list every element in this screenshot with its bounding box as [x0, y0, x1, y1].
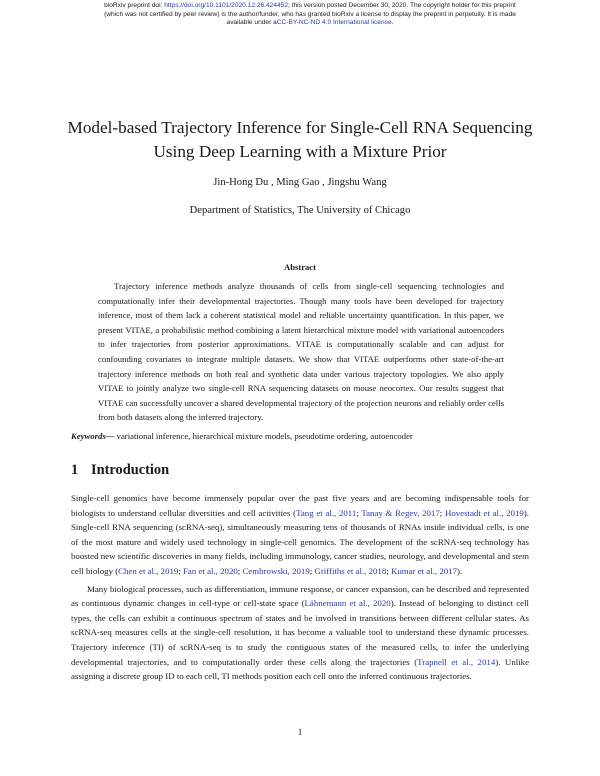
citation-link[interactable]: Lähnemann et al., 2020 — [304, 598, 391, 609]
citation-link[interactable]: Tang et al., 2011 — [296, 507, 357, 518]
citation-link[interactable]: Trapnell et al., 2014 — [417, 656, 496, 667]
paragraph-1: Single-cell genomics have become immensely popular over the past five years and are becoming indispensable tools for biologists to understand cellular diversities and cell activities (Tang et al., 2011; Tanay & Regev, 2017; Hovestadt et al., 2019). Single-cell RNA sequencing (scRNA-seq), simultaneously measuring tens of thousands of RNAs inside individual cells, is one of the most mature and widely used technology in single-cell genomics. The development of the scRNA-seq technology has boosted new scientific discoveries in many fields, including immunology, cancer studies, neurology, and developmental and stem cell biology (Chen et al., 2019; Fan et al., 2020; Cembrowski, 2019; Griffiths et al., 2018; Kumar et al., 2017). — [71, 493, 529, 576]
keywords — [71, 431, 541, 441]
page-number: 1 — [297, 727, 303, 737]
citation-link[interactable]: Fan et al., 2020 — [183, 565, 238, 576]
header-line-3: available under aCC-BY-NC-ND 4.0 International license. — [226, 19, 394, 27]
license-link[interactable]: CC-BY-NC-ND 4.0 International license — [276, 19, 392, 27]
keywords-label: Keywords— — [71, 431, 115, 441]
section-number: 1 — [71, 462, 79, 478]
citation-link[interactable]: Griffiths et al., 2018 — [314, 565, 387, 576]
paper-title — [40, 116, 560, 164]
preprint-header — [100, 2, 520, 28]
citation-link[interactable]: Tanay & Regev, 2017 — [361, 507, 440, 518]
section-heading — [71, 462, 169, 479]
header-line-2: (which was not certified by peer review) is the author/funder, who has granted bioRxiv a license to display the preprint in perpetuity. It is made — [104, 10, 516, 18]
citation-link[interactable]: Kumar et al., 2017 — [390, 565, 458, 576]
citation-link[interactable]: Cembrowski, 2019 — [242, 565, 310, 576]
citation-link[interactable]: Chen et al., 2019 — [118, 565, 179, 576]
keywords-text: variational inference, hierarchical mixture models, pseudotime ordering, autoencoder — [114, 431, 413, 441]
abstract-text: Trajectory inference methods analyze thousands of cells from single-cell sequencing technologies and computationally infer their developmental trajectories. Though many tools have been developed for trajectory inference, most of them lack a coherent statistical model and reliable uncertainty quantification. In this paper, we present VITAE, a probabilistic method combining a latent hierarchical mixture model with variational autoencoders to infer trajectories from posterior approximations. VITAE is computationally scalable and can adjust for confounding covariates to integrate multiple datasets. We show that VITAE outperforms other state-of-the-art trajectory inference methods on both real and synthetic data under various trajectory topologies. We also apply VITAE to jointly analyze two single-cell RNA sequencing datasets on mouse neocortex. Our results suggest that VITAE can successfully uncover a shared developmental trajectory of the projection neurons and reliably order cells from both datasets along the inferred trajectory. — [98, 281, 504, 423]
title-line-2: Using Deep Learning with a Mixture Prior — [153, 142, 447, 161]
title-line-1: Model-based Trajectory Inference for Single-Cell RNA Sequencing — [67, 118, 533, 137]
header-line-1: bioRxiv preprint doi: https://doi.org/10.1101/2020.12.26.424452; this version posted December 30, 2020. The copyright holder for this preprint — [104, 2, 516, 9]
doi-link[interactable]: https://doi.org/10.1101/2020.12.26.424452 — [164, 2, 289, 9]
affiliation: Department of Statistics, The University of Chicago — [189, 205, 411, 216]
abstract — [98, 279, 504, 425]
section-title: Introduction — [91, 462, 170, 478]
abstract-heading: Abstract — [284, 262, 316, 272]
author-list: Jin-Hong Du , Ming Gao , Jingshu Wang — [213, 177, 387, 188]
citation-link[interactable]: Hovestadt et al., 2019 — [444, 507, 524, 518]
body-text — [71, 491, 529, 687]
paragraph-2: Many biological processes, such as differentiation, immune response, or cancer expansion, can be described and represented as continuous dynamic changes in cell-type or cell-state space (Lähnemann et al., 2020). Instead of belonging to distinct cell types, the cells can exhibit a continuous spectrum of states and be involved in transitions between different cellular states. As scRNA-seq measures cells at the single-cell resolution, it has become a valuable tool to understand these dynamic processes. Trajectory inference (TI) of scRNA-seq is to study the contiguous states of the measured cells, to infer the underlying developmental trajectories, and to computationally order these cells along the trajectories (Trapnell et al., 2014). Unlike assigning a discrete group ID to each cell, TI methods position each cell onto the inferred continuous trajectories. — [71, 583, 529, 682]
